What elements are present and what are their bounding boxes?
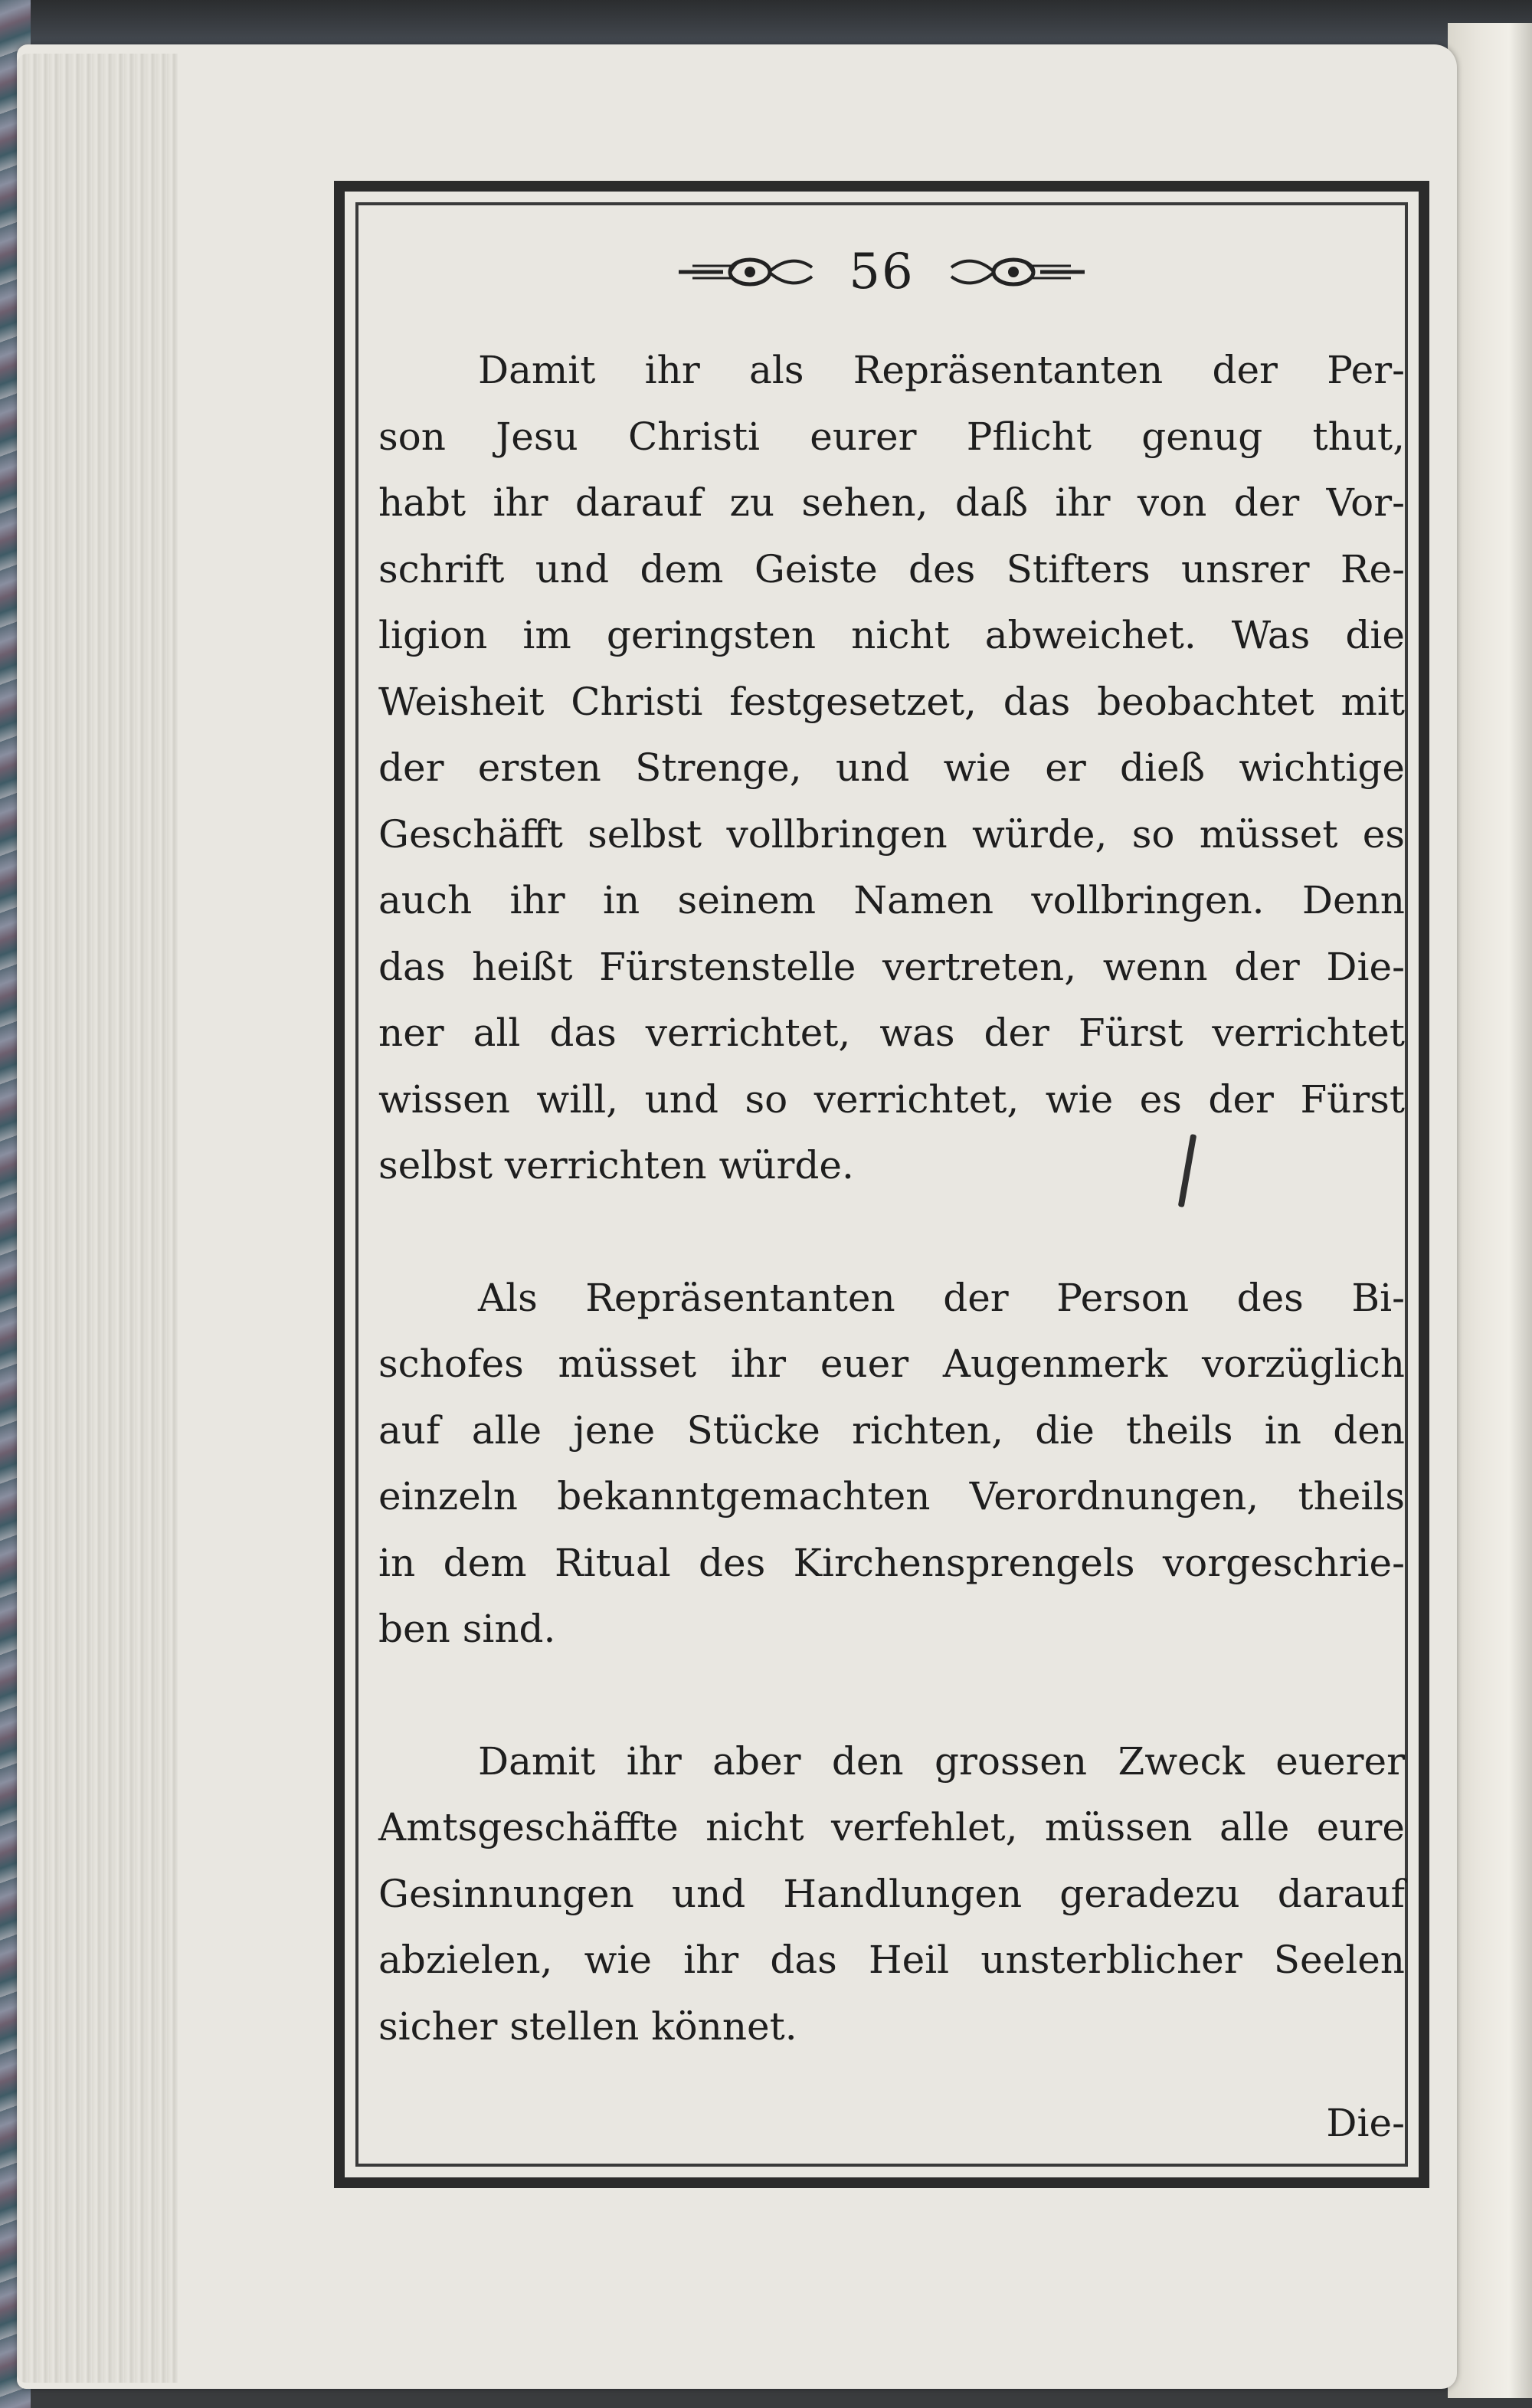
text-line: Gesinnungen und Handlungen geradezu darauf bbox=[378, 1871, 1405, 1916]
text-line: selbst verrichten würde. bbox=[378, 1143, 854, 1188]
text-line: wissen will, und so verrichtet, wie es der Fürst bbox=[378, 1076, 1405, 1122]
paragraph-gap bbox=[378, 1199, 1405, 1265]
vignette-ornament-icon bbox=[677, 249, 815, 295]
text-line: Damit ihr aber den grossen Zweck euerer bbox=[478, 1738, 1405, 1784]
page-header bbox=[334, 230, 1429, 314]
text-line: ben sind. bbox=[378, 1607, 556, 1651]
text-line: son Jesu Christi eurer Pflicht genug thut, bbox=[378, 414, 1405, 459]
text-line: sicher stellen könnet. bbox=[378, 2003, 797, 2049]
page-stack-edges bbox=[17, 54, 178, 2383]
text-line: Damit ihr als Repräsentanten der Per- bbox=[478, 348, 1405, 392]
vignette-ornament-icon bbox=[948, 249, 1086, 295]
catchword: Die- bbox=[1326, 2101, 1405, 2145]
text-line: Als Repräsentanten der Person des Bi- bbox=[478, 1275, 1405, 1320]
text-line: ligion im geringsten nicht abweichet. Was die bbox=[378, 613, 1405, 657]
text-line: ner all das verrichtet, was der Fürst verrichtet bbox=[378, 1011, 1405, 1055]
text-line: Weisheit Christi festgesetzet, das beobachtet mit bbox=[378, 679, 1405, 724]
text-line: schrift und dem Geiste des Stifters unsrer Re- bbox=[378, 546, 1405, 591]
text-line: auch ihr in seinem Namen vollbringen. Denn bbox=[378, 878, 1405, 922]
paragraph-gap bbox=[378, 1663, 1405, 1728]
text-line: in dem Ritual des Kirchensprengels vorgeschrie- bbox=[378, 1540, 1405, 1585]
page-number: 56 bbox=[849, 244, 915, 300]
body-text bbox=[378, 337, 1405, 2059]
text-line: das heißt Fürstenstelle vertreten, wenn der Die- bbox=[378, 944, 1405, 989]
text-line: schofes müsset ihr euer Augenmerk vorzüglich bbox=[378, 1342, 1405, 1386]
text-line: der ersten Strenge, und wie er dieß wichtige bbox=[378, 745, 1405, 790]
text-line: Amtsgeschäffte nicht verfehlet, müssen alle eure bbox=[378, 1805, 1405, 1849]
text-line: auf alle jene Stücke richten, die theils in den bbox=[378, 1407, 1405, 1453]
text-line: einzeln bekanntgemachten Verordnungen, theils bbox=[378, 1474, 1405, 1519]
text-line: habt ihr darauf zu sehen, daß ihr von der Vor- bbox=[378, 480, 1405, 525]
facing-page-edge bbox=[1448, 23, 1532, 2398]
text-line: abzielen, wie ihr das Heil unsterblicher Seelen bbox=[378, 1938, 1405, 1982]
text-line: Geschäfft selbst vollbringen würde, so müsset es bbox=[378, 811, 1405, 857]
